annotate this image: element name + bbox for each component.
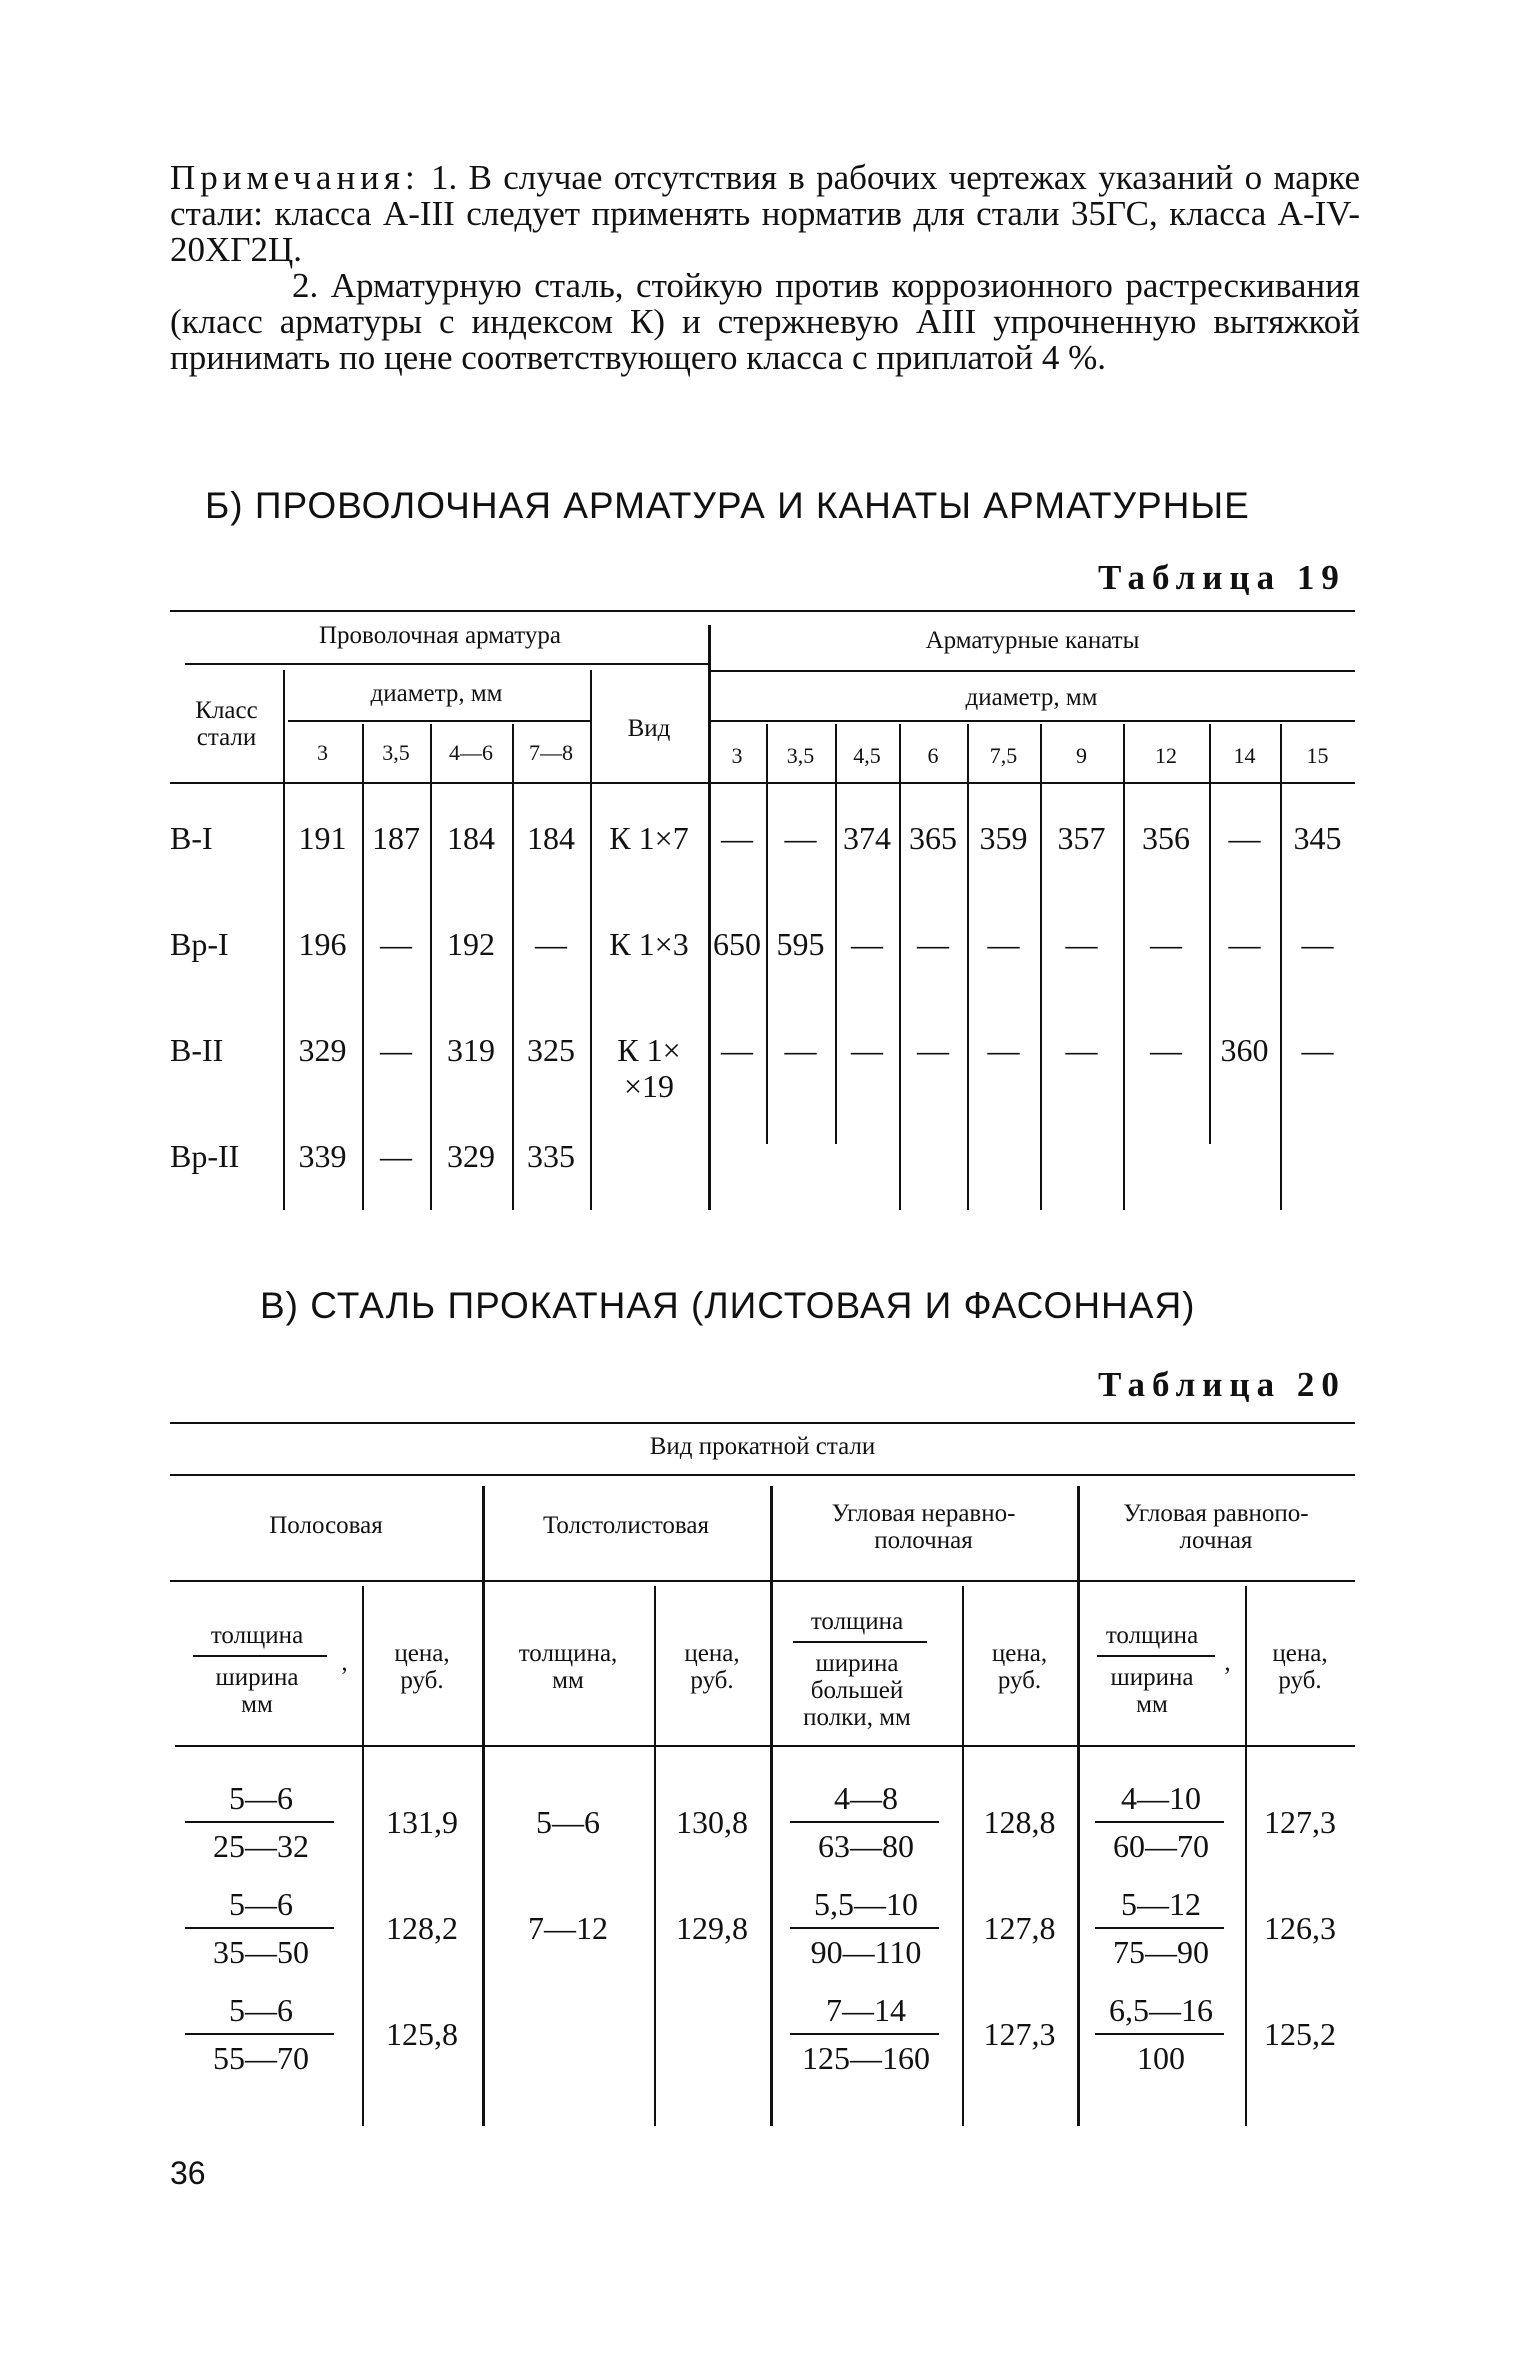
- section-c-heading: В) СТАЛЬ ПРОКАТНАЯ (ЛИСТОВАЯ И ФАСОННАЯ): [260, 1285, 1196, 1326]
- header-rope-diam: 14: [1233, 743, 1256, 768]
- row-class: В-II: [170, 1032, 224, 1068]
- fraction-bar: [1095, 1927, 1225, 1929]
- header-wire-diam: 3,5: [382, 740, 410, 765]
- header-size-num: толщина: [810, 1608, 904, 1635]
- header-rope-diam: 15: [1306, 743, 1329, 768]
- eq-size-den: 75—90: [1113, 1934, 1209, 1970]
- header-size-sep: ,: [1224, 1649, 1231, 1676]
- header-size-num: толщина: [1105, 1622, 1199, 1649]
- rope-cell: 374: [843, 820, 891, 856]
- rope-cell: —: [1228, 820, 1261, 856]
- header-size-unit: мм: [241, 1691, 273, 1718]
- header-price: руб.: [1278, 1667, 1322, 1694]
- header-plate-size: мм: [552, 1667, 584, 1694]
- rope-cell: —: [851, 926, 883, 962]
- rule-wire-diam: [288, 720, 590, 722]
- rope-cell: —: [784, 1032, 817, 1068]
- plate-size: 7—12: [528, 1910, 608, 1946]
- wire-cell: —: [380, 1032, 412, 1068]
- col-line: [967, 724, 969, 1210]
- header-size-unit: мм: [1136, 1691, 1168, 1718]
- fraction-bar: [1097, 1655, 1215, 1657]
- group-header: полочная: [874, 1527, 973, 1554]
- note-1: [170, 160, 1360, 268]
- header-size-sep: ,: [341, 1649, 348, 1676]
- fraction-bar: [185, 1927, 334, 1929]
- wire-cell: 325: [527, 1032, 575, 1068]
- note-2: 2. Арматурную сталь, стойкую против коррозионного растрескивания (класс арматуры с индексом К) и стержневую АIII упрочненную вытяжкой принимать по цене соответствующего класса с приплатой 4 %.: [170, 266, 1360, 377]
- eq-size-den: 60—70: [1113, 1828, 1209, 1864]
- view-cell: К 1×7: [609, 820, 689, 856]
- eq-size-num: 4—10: [1121, 1780, 1201, 1816]
- header-rope-diam: 7,5: [989, 743, 1018, 768]
- plate-price: 129,8: [676, 1910, 748, 1946]
- rope-cell: —: [1150, 1032, 1182, 1068]
- eq-size-num: 5—12: [1121, 1886, 1201, 1922]
- col-line: [708, 625, 711, 1210]
- eq-size-den: 100: [1137, 2040, 1185, 2076]
- uneq-price: 127,3: [983, 2016, 1056, 2052]
- rope-cell: 359: [979, 820, 1028, 856]
- notes-block: [170, 160, 1360, 376]
- header-rope-diam: 4,5: [853, 743, 881, 768]
- rope-cell: 650: [713, 926, 761, 962]
- rope-cell: —: [1150, 926, 1182, 962]
- header-price: цена,: [394, 1640, 450, 1667]
- eq-price: 127,3: [1264, 1804, 1336, 1840]
- section-b-heading: Б) ПРОВОЛОЧНАЯ АРМАТУРА И КАНАТЫ АРМАТУРНЫЕ: [205, 485, 1250, 526]
- plate-size: 5—6: [536, 1804, 600, 1840]
- row-class: В-I: [170, 820, 213, 856]
- header-class: Класс: [195, 697, 258, 724]
- header-size-den: ширина: [815, 1650, 899, 1677]
- rule-rope-group: [708, 670, 1355, 672]
- rule-header-bottom: [170, 782, 1355, 784]
- header-rope-diam: 12: [1155, 743, 1177, 768]
- strip-size-num: 5—6: [229, 1780, 293, 1816]
- header-price: руб.: [997, 1667, 1042, 1694]
- rope-cell: —: [1301, 926, 1334, 962]
- header-view: Вид: [627, 715, 671, 742]
- eq-price: 126,3: [1264, 1910, 1336, 1946]
- fraction-bar: [793, 1641, 927, 1643]
- rule-header-bottom: [175, 1745, 1355, 1747]
- rope-cell: 360: [1220, 1032, 1269, 1068]
- group-header: Полосовая: [269, 1512, 383, 1539]
- header-wire-diam: 7—8: [529, 740, 573, 765]
- header-size-den: полки, мм: [803, 1704, 911, 1731]
- rope-cell: —: [721, 820, 753, 856]
- fraction-bar: [790, 2033, 939, 2035]
- rule-top: [170, 1422, 1355, 1424]
- wire-cell: 191: [298, 820, 347, 856]
- rope-cell: —: [987, 1032, 1020, 1068]
- header-wire-diameter: диаметр, мм: [370, 680, 503, 707]
- note-lead: Примечания:: [170, 158, 420, 197]
- header-size-den: ширина: [1110, 1664, 1194, 1691]
- fraction-bar: [185, 2033, 334, 2035]
- header-wire-diam: 4—6: [449, 740, 493, 765]
- header-price: цена,: [1272, 1640, 1328, 1667]
- strip-size-den: 55—70: [213, 2040, 309, 2076]
- rule-groups: [170, 1580, 1355, 1582]
- rule-rope-diam: [708, 720, 1355, 722]
- group-header: Угловая неравно-: [831, 1500, 1016, 1527]
- fraction-bar: [790, 1927, 939, 1929]
- wire-cell: 319: [447, 1032, 495, 1068]
- header-wire-diam: 3: [317, 740, 328, 765]
- rule-top: [170, 610, 1355, 612]
- header-price: цена,: [991, 1640, 1048, 1667]
- rope-cell: —: [987, 926, 1020, 962]
- plate-price: 130,8: [676, 1804, 748, 1840]
- wire-cell: 184: [447, 820, 495, 856]
- rope-cell: —: [1065, 1032, 1098, 1068]
- rope-cell: —: [721, 1032, 753, 1068]
- header-price: руб.: [690, 1667, 734, 1694]
- rope-cell: 357: [1057, 820, 1106, 856]
- wire-cell: 329: [298, 1032, 347, 1068]
- header-rope-diam: 9: [1076, 743, 1087, 768]
- uneq-size-num: 5,5—10: [814, 1886, 918, 1922]
- wire-cell: 335: [527, 1138, 575, 1174]
- rope-cell: —: [917, 1032, 949, 1068]
- rope-cell: —: [1228, 926, 1261, 962]
- uneq-size-num: 7—14: [826, 1992, 906, 2028]
- fraction-bar: [193, 1655, 327, 1657]
- uneq-size-den: 63—80: [818, 1828, 914, 1864]
- row-class: Вр-I: [170, 926, 229, 962]
- col-line: [1123, 724, 1125, 1210]
- col-line: [1040, 724, 1042, 1210]
- table-20-title: Вид прокатной стали: [649, 1433, 876, 1460]
- view-cell: К 1×3: [609, 926, 689, 962]
- view-cell: К 1×: [617, 1032, 681, 1068]
- strip-size-den: 25—32: [213, 1828, 309, 1864]
- wire-cell: —: [535, 926, 567, 962]
- rope-cell: —: [1301, 1032, 1334, 1068]
- note-1-text: 1. В случае отсутствия в рабочих чертежах указаний о марке стали: класса А-III следует применять норматив для стали 35ГС, класса А-IV-20ХГ2Ц.: [170, 158, 1360, 269]
- page-number: 36: [170, 2155, 206, 2191]
- header-price: руб.: [400, 1667, 444, 1694]
- header-price: цена,: [684, 1640, 740, 1667]
- group-line: [770, 1486, 773, 2126]
- wire-cell: —: [380, 1138, 412, 1174]
- table-20-caption: Таблица 20: [1098, 1365, 1346, 1404]
- row-class: Вр-II: [170, 1138, 240, 1174]
- uneq-size-num: 4—8: [834, 1780, 898, 1816]
- eq-price: 125,2: [1264, 2016, 1336, 2052]
- header-size-den: большей: [810, 1677, 904, 1704]
- col-line: [1280, 724, 1282, 1210]
- col-line: [899, 724, 901, 1210]
- header-rope-diameter: диаметр, мм: [965, 684, 1098, 711]
- table-19-caption: Таблица 19: [1098, 558, 1346, 597]
- fraction-bar: [1095, 2033, 1225, 2035]
- rope-cell: —: [917, 926, 949, 962]
- header-class: стали: [196, 724, 257, 751]
- rope-cell: 365: [909, 820, 957, 856]
- fraction-bar: [1095, 1821, 1225, 1823]
- group-header: лочная: [1179, 1527, 1253, 1554]
- strip-price: 125,8: [386, 2016, 458, 2052]
- header-wire-group: Проволочная арматура: [319, 622, 561, 649]
- rope-cell: 356: [1142, 820, 1190, 856]
- group-header: Толстолистовая: [542, 1512, 709, 1539]
- rope-cell: —: [851, 1032, 883, 1068]
- rule-wire-group: [185, 663, 708, 665]
- uneq-price: 128,8: [983, 1804, 1056, 1840]
- wire-cell: 192: [447, 926, 495, 962]
- rope-cell: 595: [776, 926, 825, 962]
- strip-size-num: 5—6: [229, 1992, 293, 2028]
- rope-cell: —: [1065, 926, 1098, 962]
- wire-cell: 187: [372, 820, 420, 856]
- header-rope-diam: 3: [731, 743, 743, 768]
- wire-cell: 329: [447, 1138, 495, 1174]
- group-line: [1077, 1486, 1080, 2126]
- header-size-num: толщина: [210, 1622, 304, 1649]
- rope-cell: —: [784, 820, 817, 856]
- eq-size-num: 6,5—16: [1109, 1992, 1213, 2028]
- header-rope-diam: 3,5: [786, 743, 815, 768]
- rope-cell: 345: [1293, 820, 1342, 856]
- strip-price: 131,9: [386, 1804, 458, 1840]
- group-header: Угловая равнопо-: [1123, 1500, 1309, 1527]
- wire-cell: 339: [298, 1138, 347, 1174]
- strip-size-num: 5—6: [229, 1886, 293, 1922]
- header-size-den: ширина: [215, 1664, 299, 1691]
- wire-cell: 184: [527, 820, 575, 856]
- header-rope-group: Арматурные канаты: [925, 627, 1140, 654]
- fraction-bar: [185, 1821, 334, 1823]
- wire-cell: 196: [298, 926, 347, 962]
- header-plate-size: толщина,: [518, 1640, 618, 1667]
- uneq-size-den: 125—160: [802, 2040, 930, 2076]
- rule-title: [170, 1474, 1355, 1476]
- strip-price: 128,2: [386, 1910, 458, 1946]
- uneq-price: 127,8: [983, 1910, 1056, 1946]
- wire-cell: —: [380, 926, 412, 962]
- strip-size-den: 35—50: [213, 1934, 309, 1970]
- fraction-bar: [790, 1821, 939, 1823]
- header-rope-diam: 6: [927, 743, 939, 768]
- uneq-size-den: 90—110: [810, 1934, 922, 1970]
- view-cell: ×19: [623, 1068, 675, 1104]
